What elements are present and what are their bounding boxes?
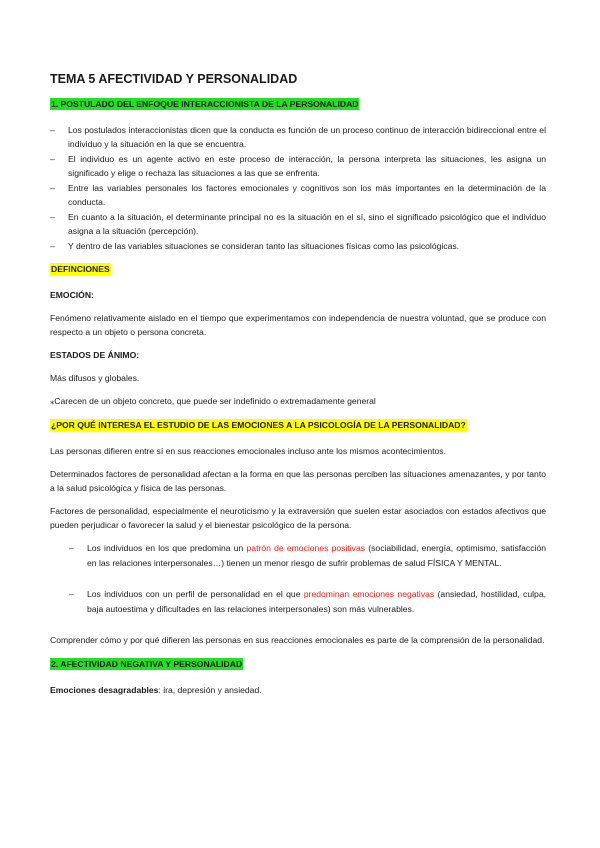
dash-bullet: – (69, 589, 74, 599)
list-item: – Los individuos en los que predomina un patrón de emociones positivas (sociabilidad, energía, optimismo, satisfacción en las relaciones interpersonales…) tienen un menor riesgo de sufrir problemas de salud FÍSICA Y MENTAL. (69, 543, 546, 568)
list-item: – Los individuos con un perfil de personalidad en el que predominan emociones negativas (ansiedad, hostilidad, culpa, baja autoestima y dificultades en las relaciones interpersonales) son más vulnerables. (69, 589, 546, 614)
mood-text-2: ⁎Carecen de un objeto concreto, que puede ser indefinido o extremadamente general (50, 396, 376, 406)
why-paragraph-2: Determinados factores de personalidad afectan a la forma en que las personas perciben las situaciones amenazantes, y por tanto a la salud psicológica y física de las personas. (50, 469, 546, 493)
list-item: – Entre las variables personales los factores emocionales y cognitivos son los más importantes en la determinación de la conducta. (50, 183, 546, 207)
section2-text: Emociones desagradables: ira, depresión y ansiedad. (50, 685, 262, 695)
emotion-text: Fenómeno relativamente aislado en el tiempo que experimentamos con independencia de nuestra voluntad, que se produce con respecto a un objeto o persona concreta. (50, 313, 546, 337)
dash-bullet: – (50, 212, 55, 222)
list-item: – Los postulados interaccionistas dicen que la conducta es función de un proceso continuo de interacción bidireccional entre el individuo y la situación en la que se encuentra. (50, 125, 546, 149)
section1-heading: 1. POSTULADO DEL ENFOQUE INTERACCIONISTA DE LA PERSONALIDAD (51, 99, 359, 109)
dash-bullet: – (69, 543, 74, 553)
why-heading: ¿POR QUÉ INTERESA EL ESTUDIO DE LAS EMOCIONES A LA PSICOLOGÍA DE LA PERSONALIDAD? (51, 420, 466, 430)
highlight-negative: predominan emociones negativas (303, 589, 435, 599)
dash-bullet: – (50, 183, 55, 193)
section2-heading: 2. AFECTIVIDAD NEGATIVA Y PERSONALIDAD (51, 659, 243, 669)
definitions-heading: DEFINCIONES (51, 264, 110, 274)
mood-text-1: Más difusos y globales. (50, 373, 140, 383)
list-item: – Y dentro de las variables situaciones se consideran tanto las situaciones físicas como las psicológicas. (50, 241, 460, 251)
dash-bullet: – (50, 154, 55, 164)
mood-label: ESTADOS DE ÁNIMO: (50, 350, 140, 360)
page-title: TEMA 5 AFECTIVIDAD Y PERSONALIDAD (50, 72, 298, 86)
section1-list (50, 123, 546, 253)
list-item: – El individuo es un agente activo en este proceso de interacción, la persona interpreta las situaciones, les asigna un significado y elige o rechaza las situaciones a las que se enfrenta. (50, 154, 546, 178)
why-paragraph-1: Las personas difieren entre sí en sus reacciones emocionales incluso ante los mismos acontecimientos. (50, 446, 446, 456)
list-item: – En cuanto a la situación, el determinante principal no es la situación en el sí, sino el significado psicológico que el individuo asigna a la situación (percepción). (50, 212, 546, 236)
emotion-label: EMOCIÓN: (50, 290, 94, 300)
document-page (50, 72, 546, 706)
dash-bullet: – (50, 125, 55, 135)
why-paragraph-3: Factores de personalidad, especialmente el neuroticismo y la extraversión que suelen estar asociados con estados afectivos que pueden perjudicar o favorecer la salud y el bienestar psicológico de la persona. (50, 506, 546, 530)
dash-bullet: – (50, 241, 55, 251)
why-paragraph-4: Comprender cómo y por qué difieren las personas en sus reacciones emocionales es parte de la comprensión de la personalidad. (50, 635, 545, 645)
highlight-positive: patrón de emociones positivas (246, 543, 366, 553)
why-list (50, 541, 546, 617)
